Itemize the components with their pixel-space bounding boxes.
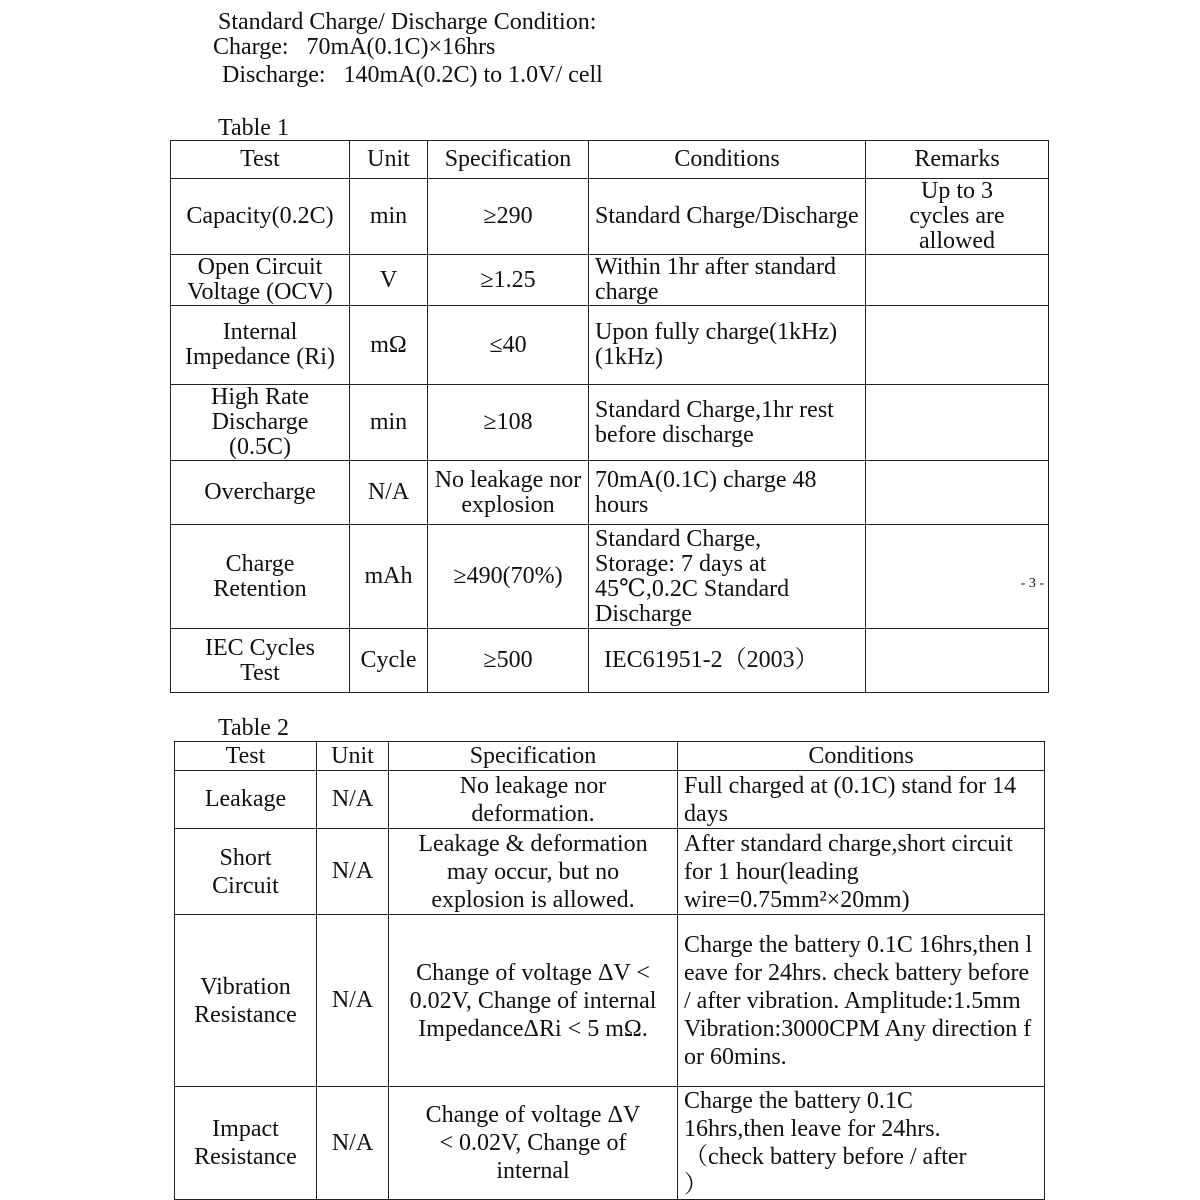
unit-cell: Cycle	[350, 629, 428, 693]
table-row	[171, 179, 1049, 255]
conditions-cell: Within 1hr after standard charge	[589, 255, 866, 306]
table1-header-specification: Specification	[428, 141, 589, 179]
unit-cell: N/A	[317, 915, 389, 1087]
conditions-cell: 70mA(0.1C) charge 48 hours	[589, 461, 866, 525]
remarks-cell	[866, 255, 1049, 306]
remarks-cell	[866, 306, 1049, 385]
test-name: Internal Impedance (Ri)	[171, 306, 350, 385]
table-row	[171, 385, 1049, 461]
spec-cell: No leakage nor deformation.	[389, 771, 678, 829]
remarks-cell	[866, 461, 1049, 525]
unit-cell: min	[350, 385, 428, 461]
table-row	[171, 629, 1049, 693]
conditions-cell: Charge the battery 0.1C 16hrs,then leave for 24hrs. （check battery before / after ）	[678, 1087, 1045, 1200]
table-row	[171, 255, 1049, 306]
test-name: Leakage	[175, 771, 317, 829]
table-row	[171, 525, 1049, 629]
conditions-cell: After standard charge,short circuit for 1 hour(leading wire=0.75mm²×20mm)	[678, 829, 1045, 915]
unit-cell: N/A	[317, 829, 389, 915]
conditions-cell: Charge the battery 0.1C 16hrs,then leave for 24hrs. check battery before / after vibration. Amplitude:1.5mm Vibration:3000CPM Any direction for 60mins.	[678, 915, 1045, 1087]
conditions-cell: Standard Charge/Discharge	[589, 179, 866, 255]
conditions-cell: Full charged at (0.1C) stand for 14 days	[678, 771, 1045, 829]
table1-header-test: Test	[171, 141, 350, 179]
spec-cell: ≥290	[428, 179, 589, 255]
test-name: High Rate Discharge (0.5C)	[171, 385, 350, 461]
spec-cell: ≥1.25	[428, 255, 589, 306]
conditions-title: Standard Charge/ Discharge Condition:	[218, 9, 597, 35]
remarks-cell: Up to 3 cycles are allowed	[866, 179, 1049, 255]
table-row	[171, 461, 1049, 525]
table2-header-conditions: Conditions	[678, 742, 1045, 771]
test-name: Overcharge	[171, 461, 350, 525]
unit-cell: mΩ	[350, 306, 428, 385]
remarks-cell	[866, 525, 1049, 629]
remarks-cell	[866, 385, 1049, 461]
test-name: Impact Resistance	[175, 1087, 317, 1200]
table1-header-unit: Unit	[350, 141, 428, 179]
spec-cell: ≥500	[428, 629, 589, 693]
unit-cell: N/A	[317, 1087, 389, 1200]
table2-header-unit: Unit	[317, 742, 389, 771]
conditions-cell: IEC61951-2（2003）	[589, 629, 866, 693]
page-number: - 3 -	[1020, 576, 1044, 591]
table-row	[175, 1087, 1045, 1200]
table-row	[175, 771, 1045, 829]
unit-cell: N/A	[317, 771, 389, 829]
table-row	[171, 306, 1049, 385]
table1-caption: Table 1	[218, 115, 289, 141]
spec-cell: No leakage nor explosion	[428, 461, 589, 525]
conditions-cell: Standard Charge,1hr rest before discharge	[589, 385, 866, 461]
table2-header-row	[175, 742, 1045, 771]
charge-condition: Charge: 70mA(0.1C)×16hrs	[213, 34, 496, 60]
unit-cell: V	[350, 255, 428, 306]
spec-cell: ≥108	[428, 385, 589, 461]
spec-cell: ≥490(70%)	[428, 525, 589, 629]
table1-header-conditions: Conditions	[589, 141, 866, 179]
conditions-cell: Upon fully charge(1kHz) (1kHz)	[589, 306, 866, 385]
table-row	[175, 915, 1045, 1087]
table2-header-test: Test	[175, 742, 317, 771]
unit-cell: N/A	[350, 461, 428, 525]
unit-cell: mAh	[350, 525, 428, 629]
table1-header-row	[171, 141, 1049, 179]
spec-cell: Change of voltage ΔV < 0.02V, Change of internal ImpedanceΔRi < 5 mΩ.	[389, 915, 678, 1087]
conditions-cell: Standard Charge, Storage: 7 days at 45℃,0.2C Standard Discharge	[589, 525, 866, 629]
remarks-cell	[866, 629, 1049, 693]
test-name: Short Circuit	[175, 829, 317, 915]
unit-cell: min	[350, 179, 428, 255]
table1-header-remarks: Remarks	[866, 141, 1049, 179]
spec-cell: ≤40	[428, 306, 589, 385]
table-1	[170, 140, 1049, 693]
table-row	[175, 829, 1045, 915]
table-2	[174, 741, 1045, 1200]
test-name: Vibration Resistance	[175, 915, 317, 1087]
test-name: Open Circuit Voltage (OCV)	[171, 255, 350, 306]
test-name: Capacity(0.2C)	[171, 179, 350, 255]
spec-cell: Leakage & deformation may occur, but no explosion is allowed.	[389, 829, 678, 915]
test-name: Charge Retention	[171, 525, 350, 629]
discharge-condition: Discharge: 140mA(0.2C) to 1.0V/ cell	[222, 62, 603, 88]
spec-cell: Change of voltage ΔV < 0.02V, Change of internal	[389, 1087, 678, 1200]
test-name: IEC Cycles Test	[171, 629, 350, 693]
table2-caption: Table 2	[218, 715, 289, 741]
table2-header-specification: Specification	[389, 742, 678, 771]
